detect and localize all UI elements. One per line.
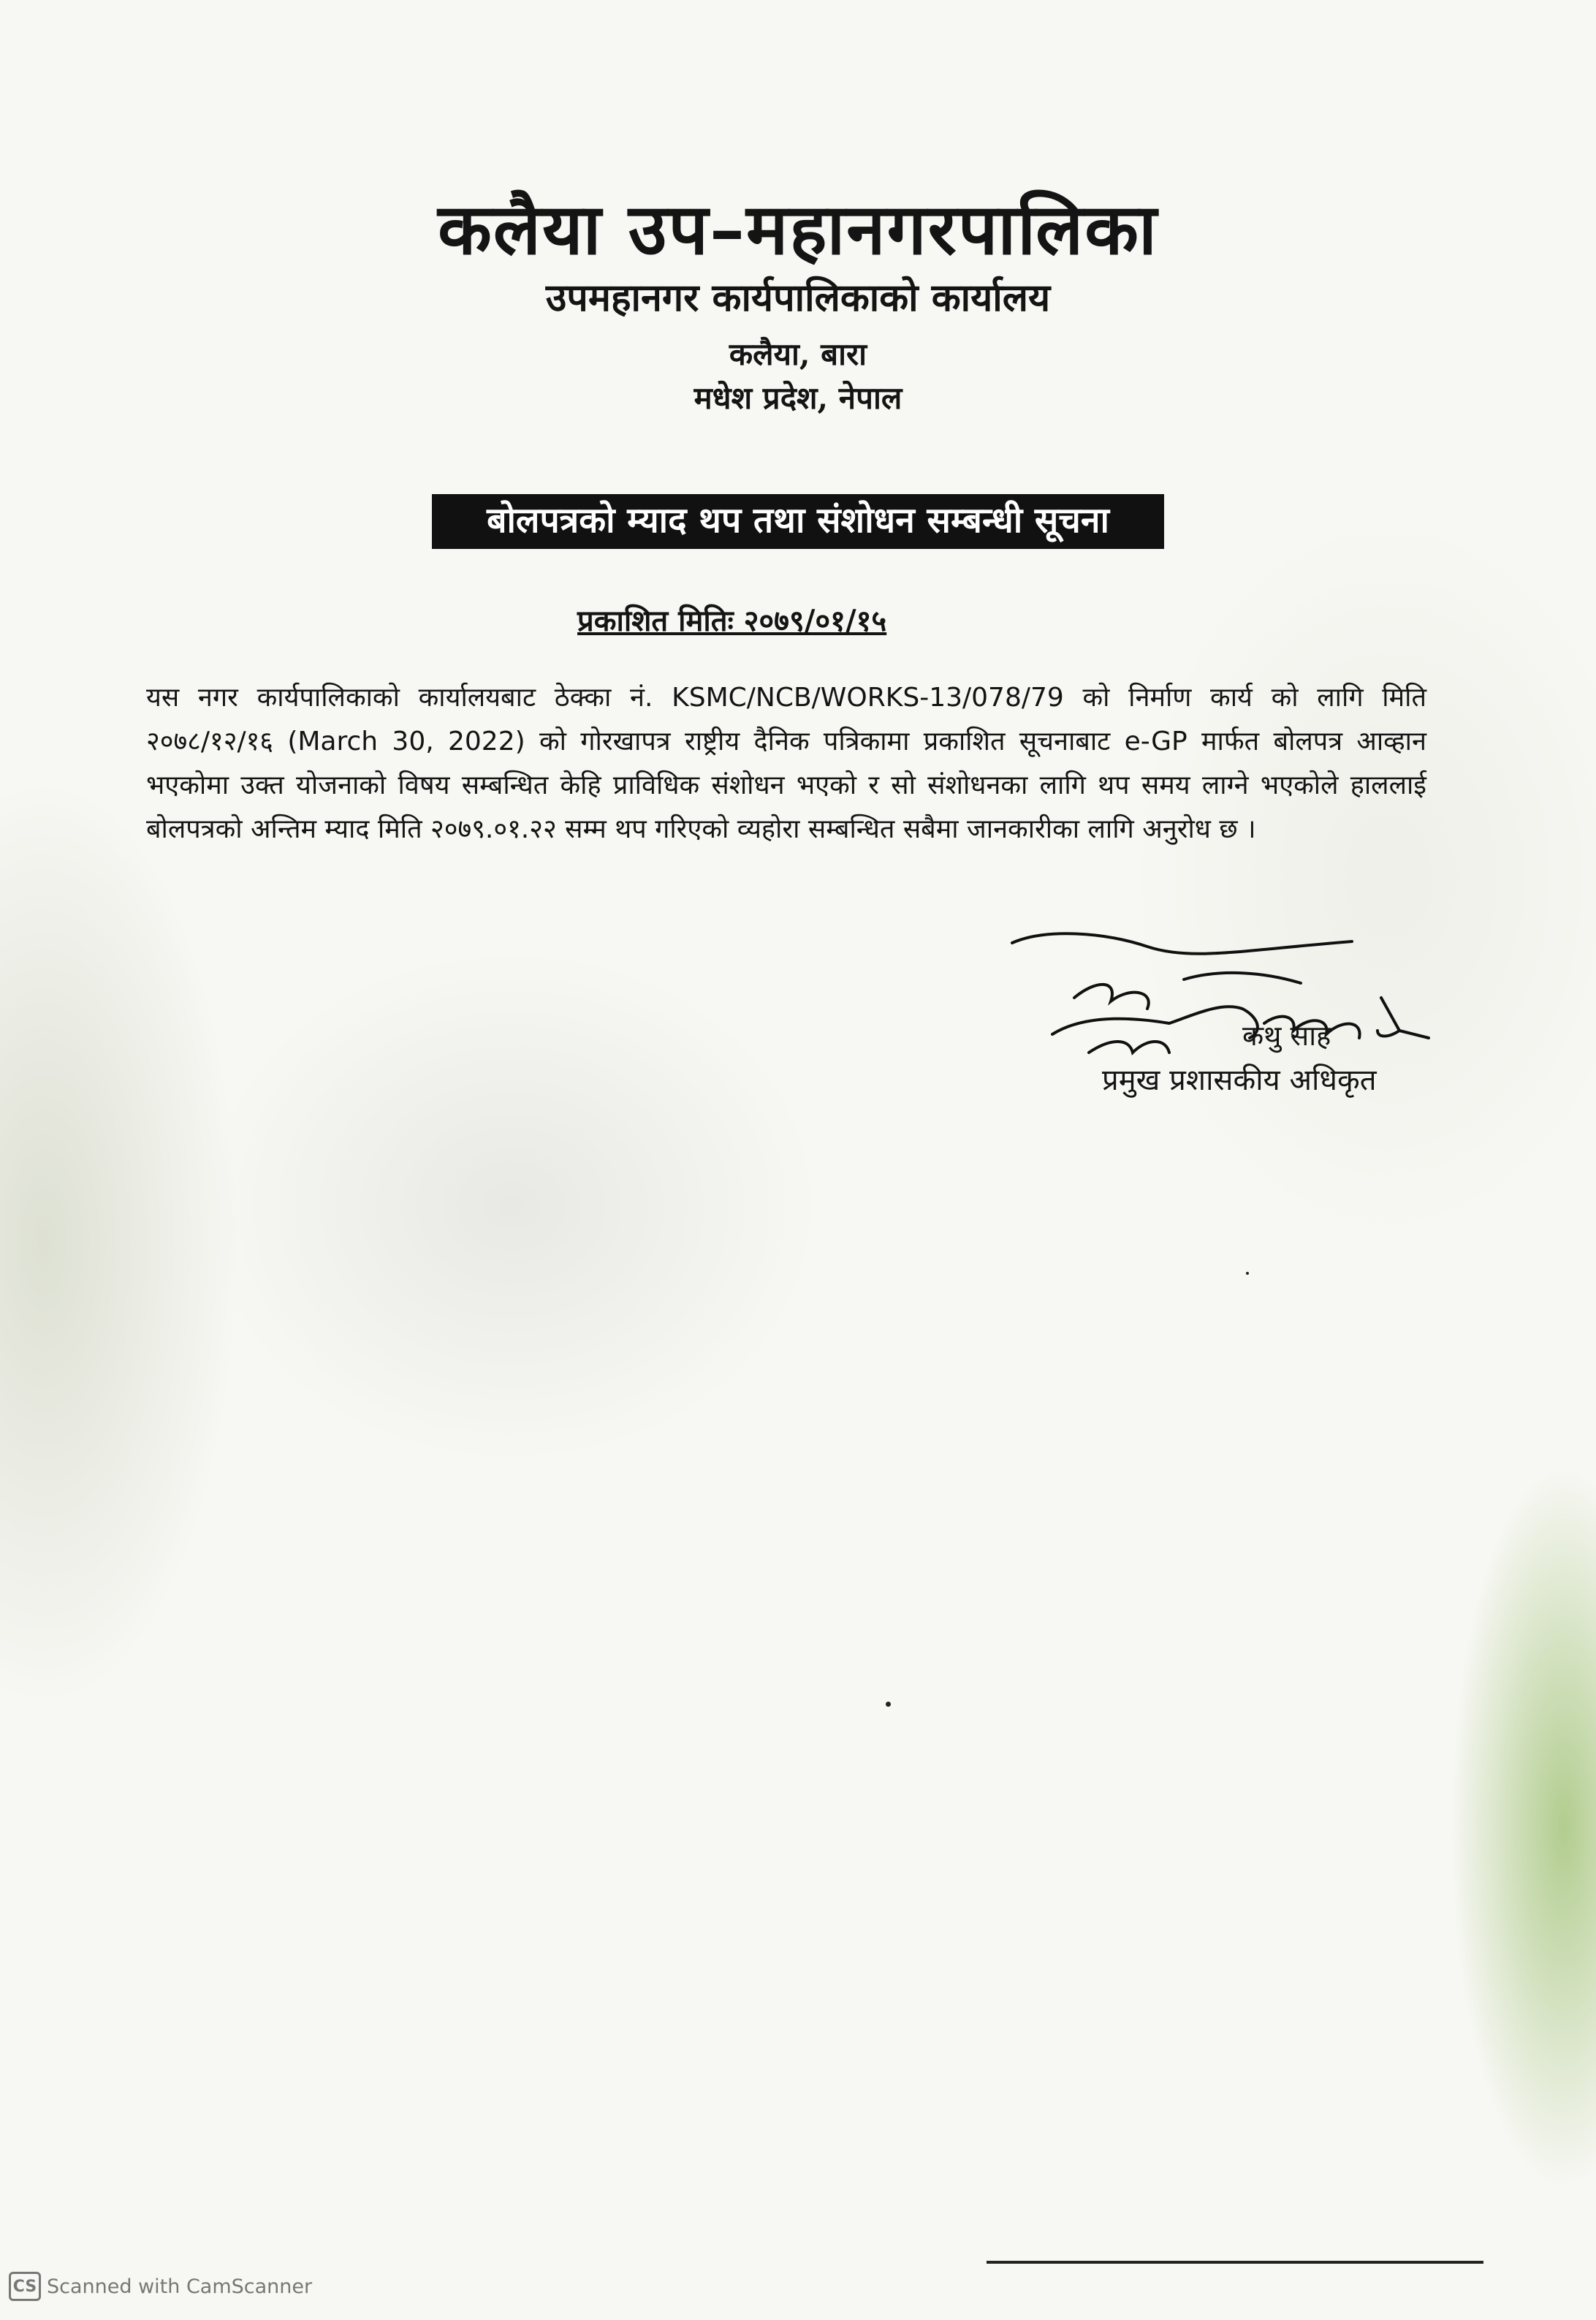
handwritten-signature xyxy=(1001,928,1440,1074)
notice-title-wrapper xyxy=(0,494,1596,549)
office-name: उपमहानगर कार्यपालिकाको कार्यालय xyxy=(545,276,1051,320)
published-date: प्रकाशित मितिः २०७९/०१/१५ xyxy=(577,604,887,638)
camscanner-watermark xyxy=(9,2272,312,2301)
notice-title: बोलपत्रको म्याद थप तथा संशोधन सम्बन्धी सूचना xyxy=(432,494,1164,549)
ink-speck xyxy=(1246,1272,1249,1275)
camscanner-logo-icon: CS xyxy=(9,2272,41,2301)
signer-title: प्रमुख प्रशासकीय अधिकृत xyxy=(1102,1064,1377,1097)
location-district: कलैया, बारा xyxy=(729,336,867,372)
notice-body: यस नगर कार्यपालिकाको कार्यालयबाट ठेक्का नं. KSMC/NCB/WORKS-13/078/79 को निर्माण कार्य को लागि मिति २०७८/१२/१६ (March 30, 2022) को गोरखापत्र राष्ट्रीय दैनिक पत्रिकामा प्रकाशित सूचनाबाट e-GP मार्फत बोलपत्र आव्हान भएकोमा उक्त योजनाको विषय सम्बन्धित केहि प्राविधिक संशोधन भएको र सो संशोधनका लागि थप समय लाग्ने भएकोले हाललाई बोलपत्रको अन्तिम म्याद मिति २०७९.०१.२२ सम्म थप गरिएको व्यहोरा सम्बन्धित सबैमा जानकारीका लागि अनुरोध छ । xyxy=(146,683,1426,844)
location-province: मधेश प्रदेश, नेपाल xyxy=(694,380,902,416)
signer-name: कथु साह xyxy=(1242,1020,1331,1052)
camscanner-text: Scanned with CamScanner xyxy=(47,2275,313,2298)
footer-rule xyxy=(987,2261,1483,2264)
organization-name: कलैया उप–महानगरपालिका xyxy=(438,188,1158,270)
ink-speck xyxy=(886,1702,891,1707)
